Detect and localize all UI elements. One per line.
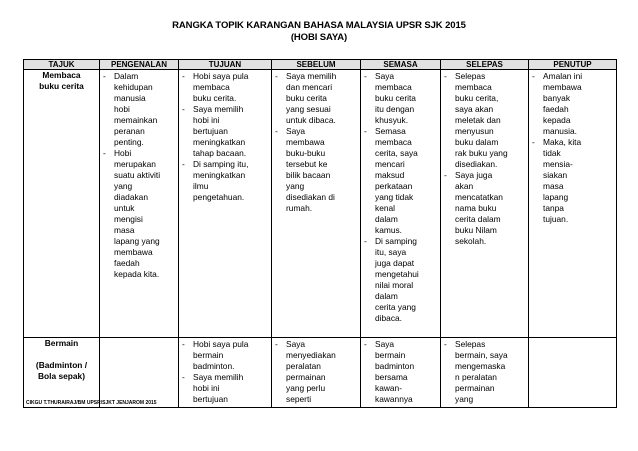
bullet-line: Saya memilih	[193, 372, 244, 382]
bullet-line: mencatatkan	[455, 192, 503, 202]
document-title: RANGKA TOPIK KARANGAN BAHASA MALAYSIA UPSR SJK 2015	[172, 20, 466, 31]
bullet-dash: -	[275, 71, 278, 81]
bullet-line: nama buku	[455, 203, 497, 213]
bullet-item	[181, 339, 269, 372]
bullet-text	[375, 339, 438, 405]
bullet-line: Dalam	[114, 71, 139, 81]
bullet-line: merupakan	[114, 159, 156, 169]
header-tujuan: TUJUAN	[179, 60, 272, 70]
bullet-line: disediakan di	[286, 192, 335, 202]
bullet-line: bermain	[193, 350, 224, 360]
bullet-line: buku Nilam	[455, 225, 497, 235]
bullet-line: hobi ini	[193, 383, 220, 393]
bullet-line: Saya	[375, 339, 395, 349]
footer-credit: CIKGU T.THURAIRAJ/BM UPSR/SJKT JENJAROM 2015	[26, 400, 157, 406]
bullet-line: meningkatkan	[193, 170, 246, 180]
bullet-dash: -	[182, 159, 185, 169]
bullet-line: bertujuan	[193, 126, 228, 136]
bullet-item	[443, 339, 526, 405]
bullet-text	[375, 71, 438, 126]
bullet-line: Di samping itu,	[193, 159, 249, 169]
bullet-line: itu, saya	[375, 247, 407, 257]
bullet-list	[529, 338, 616, 339]
bullet-line: membaca	[193, 82, 230, 92]
row-heading-line	[24, 349, 99, 360]
bullet-line: Selepas	[455, 339, 486, 349]
bullet-line: Hobi	[114, 148, 132, 158]
bullet-list	[179, 338, 271, 405]
bullet-line: lapang yang	[114, 236, 160, 246]
bullet-line: banyak	[543, 93, 571, 103]
row-heading-line: Membaca	[42, 70, 81, 80]
bullet-line: itu dengan	[375, 104, 415, 114]
bullet-line: sekolah.	[455, 236, 487, 246]
bullet-line: dalam	[375, 214, 398, 224]
cell-sebelum	[272, 70, 361, 338]
bullet-line: n peralatan	[455, 372, 497, 382]
outline-table	[23, 59, 617, 408]
bullet-item	[363, 236, 438, 324]
bullet-text	[543, 137, 614, 225]
bullet-line: memainkan	[114, 115, 158, 125]
bullet-line: cerita, saya	[375, 148, 418, 158]
bullet-line: nilai moral	[375, 280, 414, 290]
cell-tujuan	[179, 70, 272, 338]
bullet-line: cerita dalam	[455, 214, 501, 224]
bullet-line: Saya juga	[455, 170, 493, 180]
bullet-item	[363, 339, 438, 405]
cell-pengenalan	[100, 338, 179, 408]
bullet-line: lapang	[543, 192, 569, 202]
bullet-line: yang tidak	[375, 192, 414, 202]
cell-selepas	[441, 338, 529, 408]
header-selepas: SELEPAS	[441, 60, 529, 70]
bullet-line: yang	[286, 181, 305, 191]
bullet-line: pengetahuan.	[193, 192, 245, 202]
bullet-dash: -	[364, 71, 367, 81]
bullet-line: kawan-	[375, 383, 402, 393]
bullet-line: Saya	[286, 339, 306, 349]
table-row	[24, 70, 617, 338]
bullet-line: masa	[114, 225, 135, 235]
bullet-line: kawannya	[375, 394, 413, 404]
bullet-line: buku cerita	[375, 93, 416, 103]
bullet-line: membawa	[286, 137, 325, 147]
bullet-line: untuk	[114, 203, 135, 213]
bullet-text	[193, 159, 269, 203]
cell-selepas	[441, 70, 529, 338]
cell-tujuan	[179, 338, 272, 408]
bullet-line: bermain	[375, 350, 406, 360]
bullet-list	[100, 70, 178, 280]
bullet-line: mencari	[375, 159, 405, 169]
bullet-line: manusia	[114, 93, 146, 103]
row-heading-line: (Badminton /	[35, 360, 88, 370]
bullet-item	[274, 126, 358, 214]
bullet-line: faedah	[114, 258, 140, 268]
bullet-dash: -	[182, 372, 185, 382]
bullet-line: tanpa	[543, 203, 564, 213]
bullet-line: permainan	[286, 372, 326, 382]
bullet-line: dalam	[375, 291, 398, 301]
bullet-list	[179, 70, 271, 203]
bullet-line: bertujuan	[193, 394, 228, 404]
bullet-item	[181, 372, 269, 405]
row-heading-line: Bermain	[44, 338, 79, 348]
header-row	[24, 60, 617, 70]
bullet-item	[181, 71, 269, 104]
bullet-text	[193, 71, 269, 104]
bullet-line: meningkatkan	[193, 137, 246, 147]
bullet-line: mengetahui	[375, 269, 419, 279]
bullet-line: perkataan	[375, 181, 413, 191]
bullet-line: meletak dan	[455, 115, 501, 125]
bullet-line: rak buku yang	[455, 148, 508, 158]
bullet-list	[529, 70, 616, 225]
bullet-line: Maka, kita	[543, 137, 582, 147]
cell-penutup	[529, 70, 617, 338]
bullet-item	[531, 71, 614, 137]
bullet-item	[181, 104, 269, 159]
bullet-line: manusia.	[543, 126, 577, 136]
bullet-text	[114, 148, 176, 280]
bullet-item	[274, 339, 358, 405]
bullet-item	[181, 159, 269, 203]
bullet-line: ilmu	[193, 181, 209, 191]
bullet-line: masa	[543, 181, 564, 191]
bullet-dash: -	[275, 126, 278, 136]
bullet-text	[455, 339, 526, 405]
bullet-line: hobi	[114, 104, 130, 114]
bullet-line: badminton.	[193, 361, 235, 371]
bullet-text	[286, 126, 358, 214]
bullet-line: penting.	[114, 137, 144, 147]
bullet-line: bersama	[375, 372, 408, 382]
bullet-text	[455, 71, 526, 170]
bullet-line: faedah	[543, 104, 569, 114]
bullet-line: membawa	[543, 82, 582, 92]
bullet-dash: -	[182, 104, 185, 114]
bullet-text	[375, 236, 438, 324]
bullet-line: buku dalam	[455, 137, 499, 147]
bullet-line: juga dapat	[375, 258, 415, 268]
bullet-list	[272, 70, 360, 214]
bullet-item	[102, 71, 176, 148]
bullet-line: Saya memilih	[286, 71, 337, 81]
bullet-text	[193, 372, 269, 405]
bullet-line: tersebut ke	[286, 159, 328, 169]
bullet-item	[443, 170, 526, 247]
bullet-list	[441, 338, 528, 405]
row-heading-line: Bola sepak)	[37, 371, 85, 381]
bullet-list	[361, 70, 440, 324]
table-row	[24, 338, 617, 408]
bullet-dash: -	[444, 339, 447, 349]
bullet-line: membaca	[455, 82, 492, 92]
bullet-line: mengemaska	[455, 361, 506, 371]
bullet-text	[193, 339, 269, 372]
bullet-line: disediakan.	[455, 159, 498, 169]
header-penutup: PENUTUP	[529, 60, 617, 70]
bullet-line: cerita yang	[375, 302, 416, 312]
bullet-line: peranan	[114, 126, 145, 136]
bullet-line: kepada	[543, 115, 571, 125]
bullet-line: untuk dibaca.	[286, 115, 336, 125]
bullet-line: menyusun	[455, 126, 494, 136]
bullet-line: mensia-	[543, 159, 573, 169]
bullet-line: Hobi saya pula	[193, 339, 249, 349]
bullet-line: membaca	[375, 137, 412, 147]
cell-penutup	[529, 338, 617, 408]
bullet-dash: -	[364, 236, 367, 246]
bullet-line: membaca	[375, 82, 412, 92]
bullet-line: buku cerita.	[193, 93, 237, 103]
bullet-line: Saya memilih	[193, 104, 244, 114]
bullet-line: Semasa	[375, 126, 406, 136]
bullet-line: mengisi	[114, 214, 143, 224]
bullet-line: kepada kita.	[114, 269, 160, 279]
bullet-line: Selepas	[455, 71, 486, 81]
bullet-line: peralatan	[286, 361, 321, 371]
bullet-line: buku cerita,	[455, 93, 499, 103]
bullet-list	[441, 70, 528, 247]
bullet-dash: -	[182, 339, 185, 349]
bullet-dash: -	[364, 339, 367, 349]
bullet-line: badminton	[375, 361, 415, 371]
bullet-text	[455, 170, 526, 247]
bullet-line: kamus.	[375, 225, 402, 235]
bullet-dash: -	[103, 71, 106, 81]
bullet-item	[443, 71, 526, 170]
bullet-text	[375, 126, 438, 236]
bullet-dash: -	[364, 126, 367, 136]
cell-semasa	[361, 338, 441, 408]
bullet-line: menyediakan	[286, 350, 336, 360]
bullet-item	[363, 71, 438, 126]
bullet-list	[272, 338, 360, 405]
bullet-line: diadakan	[114, 192, 148, 202]
cell-semasa	[361, 70, 441, 338]
bullet-line: permainan	[455, 383, 495, 393]
bullet-line: bermain, saya	[455, 350, 508, 360]
cell-sebelum	[272, 338, 361, 408]
bullet-line: bilik bacaan	[286, 170, 331, 180]
bullet-text	[286, 71, 358, 126]
bullet-line: tahap bacaan.	[193, 148, 247, 158]
bullet-item	[531, 137, 614, 225]
bullet-line: Hobi saya pula	[193, 71, 249, 81]
bullet-line: tidak	[543, 148, 561, 158]
bullet-item	[363, 126, 438, 236]
header-semasa: SEMASA	[361, 60, 441, 70]
bullet-line: dibaca.	[375, 313, 403, 323]
header-sebelum: SEBELUM	[272, 60, 361, 70]
bullet-list	[100, 338, 178, 339]
bullet-dash: -	[275, 339, 278, 349]
bullet-dash: -	[532, 71, 535, 81]
bullet-dash: -	[444, 170, 447, 180]
bullet-line: Amalan ini	[543, 71, 583, 81]
cell-pengenalan	[100, 70, 179, 338]
bullet-line: dan mencari	[286, 82, 333, 92]
bullet-line: khusyuk.	[375, 115, 409, 125]
bullet-line: suatu aktiviti	[114, 170, 161, 180]
bullet-line: Saya	[286, 126, 306, 136]
bullet-text	[286, 339, 358, 405]
bullet-line: buku-buku	[286, 148, 326, 158]
bullet-line: kenal	[375, 203, 396, 213]
bullet-line: seperti	[286, 394, 312, 404]
bullet-line: yang	[455, 394, 474, 404]
bullet-item	[274, 71, 358, 126]
bullet-line: yang sesuai	[286, 104, 331, 114]
bullet-line: akan	[455, 181, 474, 191]
bullet-line: buku cerita	[286, 93, 327, 103]
header-tajuk: TAJUK	[24, 60, 100, 70]
bullet-line: Saya	[375, 71, 395, 81]
bullet-line: saya akan	[455, 104, 494, 114]
bullet-dash: -	[444, 71, 447, 81]
bullet-item	[102, 148, 176, 280]
bullet-text	[543, 71, 614, 137]
document-subtitle: (HOBI SAYA)	[290, 32, 348, 43]
bullet-text	[114, 71, 176, 148]
bullet-dash: -	[182, 71, 185, 81]
bullet-line: yang	[114, 181, 133, 191]
header-pengenalan: PENGENALAN	[100, 60, 179, 70]
bullet-line: siakan	[543, 170, 568, 180]
bullet-list	[361, 338, 440, 405]
bullet-line: yang perlu	[286, 383, 326, 393]
bullet-dash: -	[103, 148, 106, 158]
bullet-line: Di samping	[375, 236, 417, 246]
bullet-dash: -	[532, 137, 535, 147]
row-heading	[24, 338, 100, 408]
row-heading-line: buku cerita	[39, 81, 84, 91]
bullet-line: membawa	[114, 247, 153, 257]
bullet-line: kehidupan	[114, 82, 153, 92]
row-heading	[24, 70, 100, 338]
bullet-line: tujuan.	[543, 214, 569, 224]
bullet-line: maksud	[375, 170, 405, 180]
bullet-text	[193, 104, 269, 159]
bullet-line: rumah.	[286, 203, 313, 213]
bullet-line: hobi ini	[193, 115, 220, 125]
